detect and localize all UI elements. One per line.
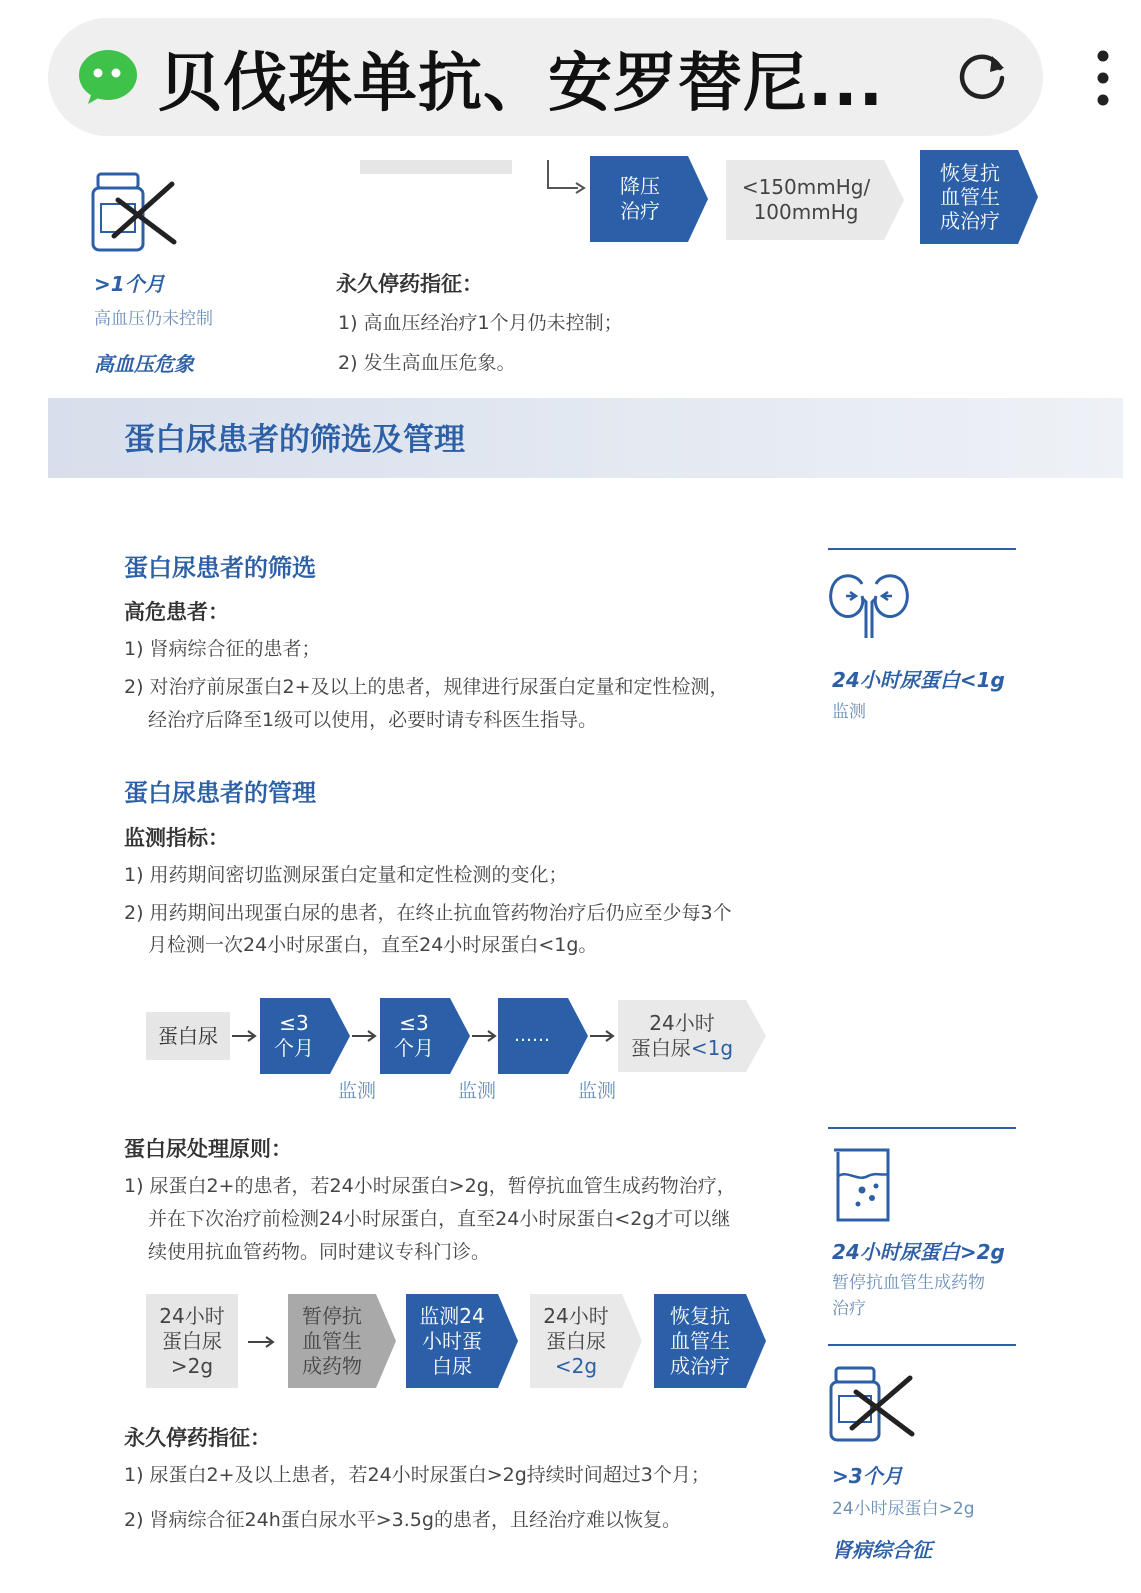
flow3-suspend [288,1294,396,1388]
flow3-line: 恢复抗 [670,1303,730,1328]
more-vertical-icon[interactable] [1092,50,1114,106]
management-item: 1) 用药期间密切监测尿蛋白定量和定性检测的变化； [124,864,568,886]
flow3-arrow [246,1332,278,1356]
elbow-arrow [540,160,590,204]
stop-criteria-item: 1) 高血压经治疗1个月仍未控制； [338,312,623,334]
flow-box-resume [920,150,1038,244]
flow3-line: 蛋白尿 [545,1328,606,1353]
flow3-resume [654,1294,766,1388]
flow2-monitor-label: 监测 [458,1080,497,1102]
principle-title: 蛋白尿处理原则： [124,1137,292,1161]
flow3-line: 成治疗 [670,1353,730,1378]
medicine-stop-icon [828,1366,918,1450]
flow3-line: 白尿 [431,1353,472,1378]
flow3-line: 24小时 [159,1303,225,1328]
screening-item: 1) 肾病综合征的患者； [124,638,321,660]
side-duration: >3个月 [832,1464,903,1488]
flow3-line: 血管生 [302,1328,362,1353]
flow2-step-line: ≤3 [399,1011,429,1035]
section-banner-title: 蛋白尿患者的筛选及管理 [124,422,465,458]
principle-line: 并在下次治疗前检测24小时尿蛋白，直至24小时尿蛋白<2g才可以继 [148,1208,731,1230]
flow3-line: <2g [554,1353,598,1378]
flow3-line: 蛋白尿 [161,1328,222,1353]
flow-box-line: <150mmHg/ [741,175,871,199]
flow2-monitor-label: 监测 [578,1080,617,1102]
flow-box-line: 降压 [620,174,660,198]
flow2-start [146,1012,230,1060]
flow2-end-threshold: <1g [690,1036,734,1060]
side-divider [828,1344,1016,1346]
management-item: 2) 用药期间出现蛋白尿的患者，在终止抗血管药物治疗后仍应至少每3个 [124,902,732,924]
flow3-line: 24小时 [543,1303,609,1328]
flow3-line: 成药物 [302,1353,362,1378]
flow2-step3 [498,998,588,1074]
principle-line: 1) 尿蛋白2+的患者，若24小时尿蛋白>2g，暂停抗血管生成药物治疗， [124,1175,736,1197]
flow-box-line: 100mmHg [753,200,859,224]
flow2-monitor-label: 监测 [338,1080,377,1102]
stop-criteria-title: 永久停药指征： [336,272,483,296]
reload-icon[interactable] [956,48,1010,102]
flow3-line: >2g [170,1353,214,1378]
flow-box-bp-target [726,160,904,240]
side-description: 24小时尿蛋白>2g [832,1499,975,1519]
side-description: 高血压仍未控制 [94,309,213,329]
flow-fragment-bar [360,160,512,174]
flow2-start-label: 蛋白尿 [158,1023,218,1048]
flow2-end [618,1000,766,1072]
side-duration: >1个月 [94,272,165,296]
stop2-item: 1) 尿蛋白2+及以上患者，若24小时尿蛋白>2g持续时间超过3个月； [124,1464,710,1486]
side-suspend: 暂停抗血管生成药物 [832,1273,985,1293]
side-protein-high: 24小时尿蛋白>2g [832,1240,1005,1264]
stop-criteria-item: 2) 发生高血压危象。 [338,352,516,374]
management-item-cont: 月检测一次24小时尿蛋白，直至24小时尿蛋白<1g。 [148,934,598,956]
flow2-step-line: 个月 [274,1036,314,1060]
screening-item: 2) 对治疗前尿蛋白2+及以上的患者，规律进行尿蛋白定量和定性检测， [124,676,729,698]
flow-box-line: 血管生 [940,185,1000,209]
flow2-step-ellipsis: …… [514,1024,550,1046]
flow2-end-line: 蛋白尿 [630,1036,691,1060]
side-monitor: 监测 [832,702,866,722]
side-divider [828,548,1016,550]
flow-box-line: 治疗 [620,199,660,223]
beaker-icon [830,1146,896,1230]
side-protein-threshold: 24小时尿蛋白<1g [832,668,1005,692]
flow3-line: 暂停抗 [302,1303,362,1328]
screening-title: 蛋白尿患者的筛选 [124,554,316,582]
stop2-title: 永久停药指征： [124,1426,271,1450]
flow-box-line: 成治疗 [940,209,1000,233]
flow2-step-line: 个月 [394,1036,434,1060]
flow2-arrow [588,1026,618,1050]
flow2-step2 [380,998,470,1074]
management-title: 蛋白尿患者的管理 [124,779,316,807]
flow2-arrow [230,1026,260,1050]
flow2-step-line: ≤3 [279,1011,309,1035]
flow-box-antihypertensive [590,156,708,242]
high-risk-label: 高危患者： [124,600,229,624]
wechat-icon [78,48,138,106]
side-crisis: 高血压危象 [94,352,194,376]
kidney-icon [826,570,912,646]
side-suspend-cont: 治疗 [832,1299,866,1319]
flow3-line: 血管生 [670,1328,730,1353]
stop2-item: 2) 肾病综合征24h蛋白尿水平>3.5g的患者，且经治疗难以恢复。 [124,1509,681,1531]
principle-line: 续使用抗血管药物。同时建议专科门诊。 [148,1241,491,1263]
screening-item-cont: 经治疗后降至1级可以使用，必要时请专科医生指导。 [148,709,598,731]
page-title: 贝伐珠单抗、安罗替尼... [158,47,884,121]
flow-box-line: 恢复抗 [940,161,1000,185]
flow3-monitor [406,1294,518,1388]
flow2-end-line: 24小时 [649,1011,715,1035]
flow3-start [146,1294,238,1388]
side-divider [828,1127,1016,1129]
flow3-line: 小时蛋 [421,1328,482,1353]
medicine-stop-icon [90,170,180,260]
flow3-target [530,1294,642,1388]
flow3-line: 监测24 [419,1303,485,1328]
side-nephrotic: 肾病综合征 [832,1538,932,1562]
flow2-arrow [350,1026,380,1050]
flow2-arrow [470,1026,500,1050]
flow2-step1 [260,998,350,1074]
monitor-label: 监测指标： [124,826,229,850]
